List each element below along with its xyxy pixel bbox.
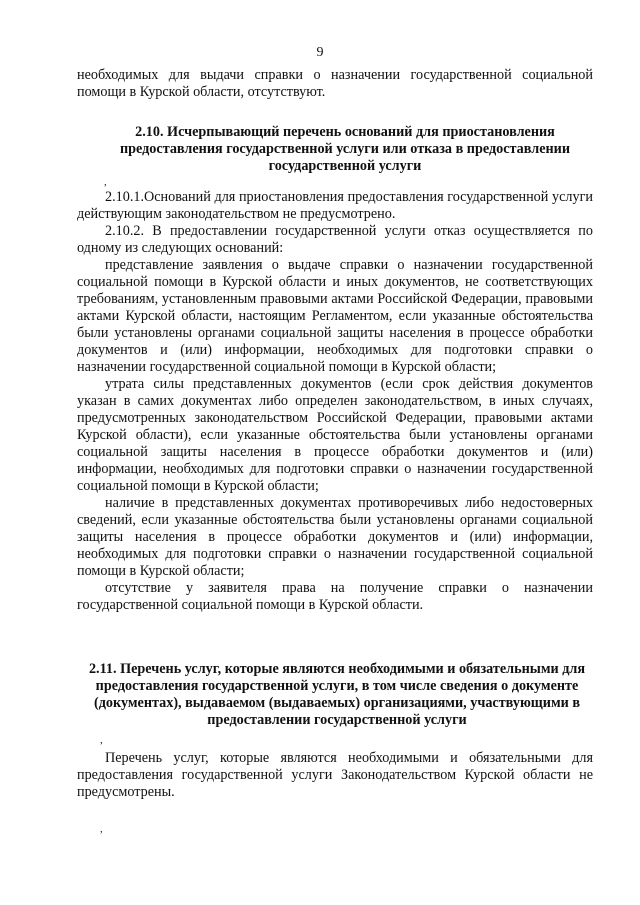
scan-mark: , (100, 734, 103, 746)
list-item: утрата силы представленных документов (если срок действия документов указан в самих документах либо определен законодательством, в иных случаях, предусмотренных законодательством Российской Федерации, правовыми актами Курской области), если указанные обстоятельства были установлены органами социальной защиты населения в процессе обработки документов и (или) информации, необходимых для подготовки справки о назначении государственной социальной помощи в Курской области; (77, 376, 593, 494)
section-2-11-paragraph: Перечень услуг, которые являются необходимыми и обязательными для предоставления государственной услуги Законодательством Курской области не предусмотрены. (77, 750, 593, 800)
section-2-11-heading: 2.11. Перечень услуг, которые являются необходимыми и обязательными для предоставления государственной услуги, в том числе сведения о документе (документах), выдаваемом (выдаваемых) организациями, участвующими в предоставлении государственной услуги (88, 661, 586, 728)
section-2-10-heading: 2.10. Исчерпывающий перечень оснований для приостановления предоставления государственной услуги или отказа в предоставлении государственной услуги (119, 124, 571, 174)
page-number: 9 (316, 45, 324, 60)
section-2-10-body (77, 189, 593, 614)
scan-mark: , (100, 823, 103, 835)
paragraph-2-10-1: 2.10.1.Оснований для приостановления предоставления государственной услуги действующим законодательством не предусмотрено. (77, 189, 593, 222)
list-item: отсутствие у заявителя права на получение справки о назначении государственной социальной помощи в Курской области. (77, 580, 593, 613)
paragraph-2-10-2: 2.10.2. В предоставлении государственной услуги отказ осуществляется по одному из следующих оснований: (77, 223, 593, 256)
scan-mark: , (104, 176, 107, 188)
list-item: представление заявления о выдаче справки о назначении государственной социальной помощи в Курской области и иных документов, не соответствующих требованиям, установленным правовыми актами Российской Федерации, правовыми актами Курской области, настоящим Регламентом, если указанные обстоятельства были установлены органами социальной защиты населения в процессе обработки документов и (или) информации, необходимых для подготовки справки о назначении государственной социальной помощи в Курской области; (77, 257, 593, 375)
intro-paragraph: необходимых для выдачи справки о назначении государственной социальной помощи в Курской области, отсутствуют. (77, 67, 593, 100)
list-item: наличие в представленных документах противоречивых либо недостоверных сведений, если указанные обстоятельства были установлены органами социальной защиты населения в процессе обработки документов и (или) информации, необходимых для подготовки справки о назначении государственной социальной помощи в Курской области; (77, 495, 593, 579)
